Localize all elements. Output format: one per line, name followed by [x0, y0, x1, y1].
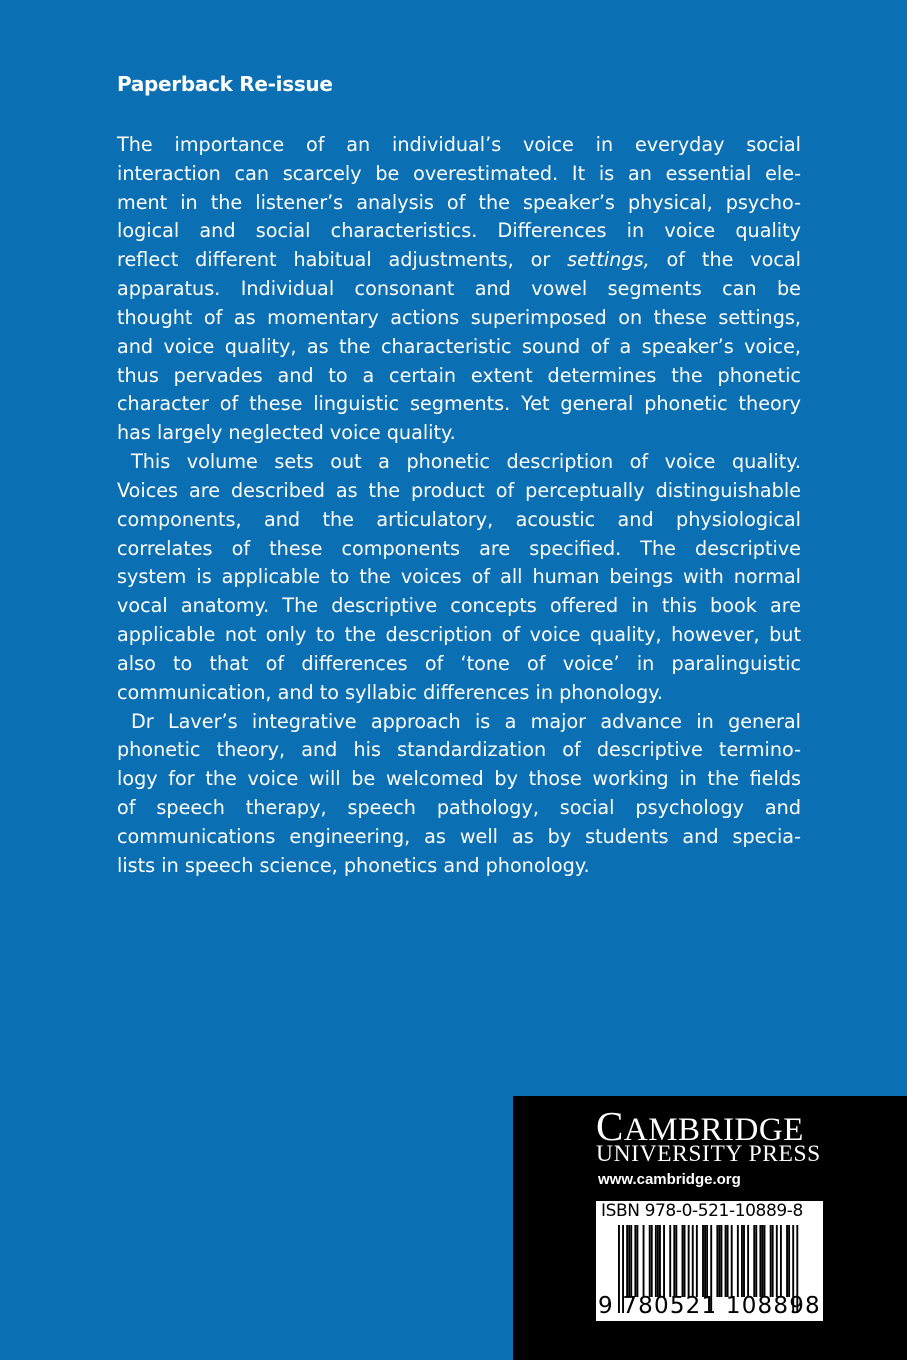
barcode-bar [772, 1225, 774, 1297]
barcode-bar [770, 1225, 772, 1297]
barcode-bar [702, 1225, 704, 1297]
blurb-line: logical and social characteristics. Differences in voice quality [117, 219, 801, 243]
blurb-line: apparatus. Individual consonant and vowel segments can be [117, 277, 801, 301]
barcode-bar [630, 1225, 632, 1297]
barcode-bar [759, 1225, 761, 1297]
blurb-line: The importance of an individual’s voice in everyday social [117, 133, 801, 156]
barcode-bar [634, 1225, 636, 1297]
barcode-bar [626, 1225, 628, 1297]
blurb-line: system is applicable to the voices of all human beings with normal [117, 565, 801, 589]
blurb-line: vocal anatomy. The descriptive concepts offered in this book are [117, 594, 801, 618]
barcode-bar [737, 1225, 739, 1297]
barcode-bar [762, 1225, 764, 1297]
blurb-line: lists in speech science, phonetics and phonology. [117, 853, 590, 877]
barcode-bar [716, 1225, 718, 1297]
barcode-bar [628, 1225, 630, 1297]
barcode-bar [780, 1225, 782, 1297]
blurb-line: character of these linguistic segments. Yet general phonetic theory [117, 392, 801, 416]
barcode-bar [776, 1225, 778, 1297]
blurb-line: phonetic theory, and his standardization of descriptive termino- [117, 738, 801, 762]
barcode-bar [731, 1225, 733, 1297]
barcode-bar [688, 1225, 690, 1297]
barcode-bar [786, 1225, 788, 1297]
blurb-line: components, and the articulatory, acoustic and physiological [117, 507, 801, 531]
blurb-line: applicable not only to the description of voice quality, however, but [117, 623, 801, 647]
barcode-bar [747, 1225, 749, 1297]
blurb-line: thus pervades and to a certain extent determines the phonetic [117, 363, 801, 387]
barcode-bar [663, 1225, 665, 1297]
blurb-line: thought of as momentary actions superimposed on these settings, [117, 305, 801, 329]
barcode-bar [696, 1225, 698, 1297]
blurb-line: communication, and to syllabic differences in phonology. [117, 680, 664, 704]
blurb-line: ment in the listener’s analysis of the speaker’s physical, psycho- [117, 190, 801, 214]
barcode-bar [684, 1225, 686, 1297]
blurb-line: communications engineering, as well as by students and specia- [117, 824, 801, 848]
blurb-line: has largely neglected voice quality. [117, 421, 456, 445]
blurb-line: and voice quality, as the characteristic sound of a speaker’s voice, [117, 334, 801, 358]
barcode-bar [788, 1225, 790, 1297]
blurb-line: Voices are described as the product of perceptually distinguishable [117, 478, 801, 502]
barcode-bar [659, 1225, 661, 1297]
blurb-line: reflect different habitual adjustments, or settings, of the vocal [117, 248, 801, 272]
barcode-bar [743, 1225, 745, 1297]
barcode-bar [741, 1225, 743, 1297]
barcode-bar [725, 1225, 727, 1297]
blurb-line: also to that of differences of ‘tone of voice’ in paralinguistic [117, 651, 801, 675]
barcode-bar [657, 1225, 659, 1297]
reissue-heading: Paperback Re-issue [117, 72, 333, 96]
barcode-bar [706, 1225, 708, 1297]
barcode-bar [704, 1225, 706, 1297]
barcode-bar [669, 1225, 671, 1297]
isbn-barcode [596, 1201, 850, 1321]
publisher-url: www.cambridge.org [598, 1171, 741, 1188]
barcode-bar [643, 1225, 645, 1297]
barcode-bar [692, 1225, 694, 1297]
blurb-line: of speech therapy, speech pathology, social psychology and [117, 796, 801, 820]
barcode-bar [753, 1225, 755, 1297]
publisher-name-initial: C [596, 1103, 624, 1149]
barcode-bar [636, 1225, 638, 1297]
barcode-bar [649, 1225, 651, 1297]
barcode-bar [755, 1225, 757, 1297]
barcode-bar [655, 1225, 657, 1297]
blurb-line: This volume sets out a phonetic description of voice quality. [131, 450, 801, 474]
barcode-bar [682, 1225, 684, 1297]
barcode-bar [718, 1225, 720, 1297]
publisher-block [513, 1096, 907, 1360]
blurb-line: logy for the voice will be welcomed by those working in the fields [117, 767, 801, 791]
publisher-subtitle: UNIVERSITY PRESS [596, 1141, 821, 1167]
blurb-line: Dr Laver’s integrative approach is a major advance in general [131, 709, 801, 733]
ean-digits: 9 780521 108898 > [598, 1293, 850, 1319]
barcode-bar [727, 1225, 729, 1297]
isbn-label: ISBN 978-0-521-10889-8 [601, 1201, 803, 1221]
barcode-bar [675, 1225, 677, 1297]
blurb-text [117, 131, 801, 881]
barcode-bar [673, 1225, 675, 1297]
italic-term: settings, [567, 248, 650, 272]
barcode-bar [764, 1225, 766, 1297]
barcode-bar [651, 1225, 653, 1297]
blurb-line: correlates of these components are specified. The descriptive [117, 536, 801, 560]
barcode-bar [721, 1225, 723, 1297]
blurb-line: interaction can scarcely be overestimated. It is an essential ele- [117, 161, 801, 185]
publisher-name-rest: AMBRIDGE [623, 1112, 804, 1148]
